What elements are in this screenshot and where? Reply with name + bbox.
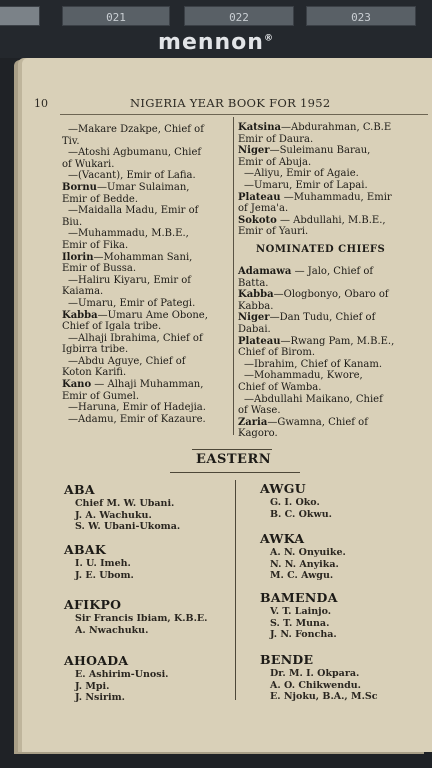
member-name: G. I. Oko. <box>270 497 320 508</box>
member-name: Chief M. W. Ubani. <box>75 498 175 509</box>
text-line: Batta. <box>238 277 269 289</box>
text-line: of Jema'a. <box>238 203 289 215</box>
text-line: Kaiama. <box>62 286 104 298</box>
section-rule <box>192 449 272 450</box>
text-line: —Atoshi Agbumanu, Chief <box>68 147 202 159</box>
member-name: B. C. Okwu. <box>270 508 332 520</box>
member-name: M. C. Awgu. <box>270 570 334 581</box>
text-line: Emir of Daura. <box>238 133 314 145</box>
text-line: —Haruna, Emir of Hadejia. <box>68 402 206 414</box>
nominated-chiefs-heading: NOMINATED CHIEFS <box>256 244 386 255</box>
page-number: 10 <box>34 97 48 110</box>
member-name: A. N. Onyuike. <box>270 547 346 558</box>
left-column <box>62 124 230 425</box>
text-line: —Abdullahi Maikano, Chief <box>244 393 383 405</box>
member-name: J. Mpi. <box>75 680 110 692</box>
constituency-name: BAMENDA <box>260 590 338 605</box>
member-name: E. Njoku, B.A., M.Sc <box>270 691 378 702</box>
text-line: —Muhammadu, M.B.E., <box>68 228 189 240</box>
film-frame <box>184 6 294 26</box>
text-line: Niger—Dan Tudu, Chief of <box>238 312 376 324</box>
right-column-nominated <box>238 266 428 440</box>
text-line: Plateau —Muhammadu, Emir <box>238 191 392 203</box>
text-line: Emir of Bedde. <box>62 193 139 205</box>
constituency-name: AFIKPO <box>64 597 122 612</box>
text-line: Adamawa — Jalo, Chief of <box>238 266 374 277</box>
text-line: Biu. <box>62 216 83 228</box>
text-line: Emir of Abuja. <box>238 156 312 168</box>
text-line: Igbirra tribe. <box>62 344 129 356</box>
text-line: Chief of Igala tribe. <box>62 321 162 333</box>
column-divider <box>233 117 234 435</box>
film-frame <box>62 6 170 26</box>
text-line: of Wase. <box>238 405 281 417</box>
text-line: —Adamu, Emir of Kazaure. <box>68 413 206 425</box>
member-name: J. N. Foncha. <box>270 629 337 640</box>
text-line: of Wukari. <box>62 158 115 170</box>
member-name: I. U. Imeh. <box>75 558 131 569</box>
member-name: A. Nwachuku. <box>75 624 149 636</box>
text-line: Emir of Gumel. <box>62 390 140 402</box>
text-line: Emir of Fika. <box>62 239 129 251</box>
text-line: —Makare Dzakpe, Chief of <box>68 124 204 135</box>
text-line: —Haliru Kiyaru, Emir of <box>68 274 191 286</box>
member-name: S. T. Muna. <box>270 617 330 629</box>
text-line: —Umaru, Emir of Pategi. <box>68 297 196 309</box>
text-line: Dabai. <box>238 323 271 335</box>
constituency-name: BENDE <box>260 652 314 667</box>
constituency-name: ABA <box>64 482 95 497</box>
text-line: —Aliyu, Emir of Agaie. <box>244 168 359 180</box>
film-frame <box>0 6 40 26</box>
text-line: —Ibrahim, Chief of Kanam. <box>244 358 383 370</box>
member-name: S. W. Ubani-Ukoma. <box>75 521 181 532</box>
constituency-name: AWGU <box>260 481 306 496</box>
text-line: Bornu—Umar Sulaiman, <box>62 181 190 193</box>
member-list <box>75 669 169 704</box>
member-name: Dr. M. I. Okpara. <box>270 668 360 679</box>
frame-number: 021 <box>106 11 126 24</box>
text-line: Emir of Yauri. <box>238 226 309 238</box>
text-line: —Abdu Aguye, Chief of <box>68 355 186 367</box>
column-divider <box>235 480 236 700</box>
constituency-name: AWKA <box>260 531 305 546</box>
frame-number: 023 <box>351 11 371 24</box>
text-line: Niger—Suleimanu Barau, <box>238 145 371 157</box>
text-line: Kano — Alhaji Muhamman, <box>62 379 204 391</box>
text-line: —Umaru, Emir of Lapai. <box>244 179 368 191</box>
text-line: Chief of Wamba. <box>238 381 322 393</box>
film-frame <box>306 6 416 26</box>
member-list <box>270 547 346 582</box>
section-rule <box>170 472 300 473</box>
member-name: V. T. Lainjo. <box>270 606 332 617</box>
running-title: NIGERIA YEAR BOOK FOR 1952 <box>130 96 331 110</box>
right-column-top <box>238 122 428 238</box>
member-list <box>270 606 337 641</box>
text-line: —(Vacant), Emir of Lafia. <box>68 170 196 182</box>
text-line: Ilorin—Mohamman Sani, <box>62 251 193 263</box>
text-line: Sokoto — Abdullahi, M.B.E., <box>238 214 386 226</box>
member-list <box>270 497 332 520</box>
text-line: Kagoro. <box>238 428 278 440</box>
member-name: J. E. Ubom. <box>75 569 134 581</box>
text-line: —Mohammadu, Kwore, <box>244 370 363 382</box>
constituency-name: ABAK <box>64 542 107 557</box>
text-line: —Maidalla Madu, Emir of <box>68 205 199 217</box>
member-name: Sir Francis Ibiam, K.B.E. <box>75 613 208 624</box>
constituency-name: AHOADA <box>64 653 129 668</box>
text-line: Koton Karifi. <box>62 367 127 379</box>
text-line: Tiv. <box>62 135 80 147</box>
member-name: J. Nsirim. <box>75 692 125 703</box>
member-list <box>75 498 180 533</box>
member-list <box>75 613 207 636</box>
frame-number: 022 <box>229 11 249 24</box>
text-line: Kabba—Umaru Ame Obone, <box>62 309 208 321</box>
brand-logo: mennon® <box>158 30 274 55</box>
text-line: Zaria—Gwamna, Chief of <box>238 416 368 428</box>
text-line: Plateau—Rwang Pam, M.B.E., <box>238 335 395 347</box>
member-name: N. N. Anyika. <box>270 558 339 570</box>
text-line: Katsina—Abdurahman, C.B.E <box>238 122 392 133</box>
member-name: E. Ashirim-Unosi. <box>75 669 169 680</box>
header-rule <box>60 114 428 115</box>
text-line: Kabba—Ologbonyo, Obaro of <box>238 289 389 301</box>
eastern-heading: EASTERN <box>196 452 272 467</box>
member-name: A. O. Chikwendu. <box>270 679 361 691</box>
text-line: —Alhaji Ibrahima, Chief of <box>68 332 203 344</box>
text-line: Kabba. <box>238 300 274 312</box>
member-list <box>270 668 378 703</box>
text-line: Chief of Birom. <box>238 347 315 359</box>
member-list <box>75 558 134 581</box>
member-name: J. A. Wachuku. <box>75 509 152 521</box>
text-line: Emir of Bussa. <box>62 263 137 275</box>
